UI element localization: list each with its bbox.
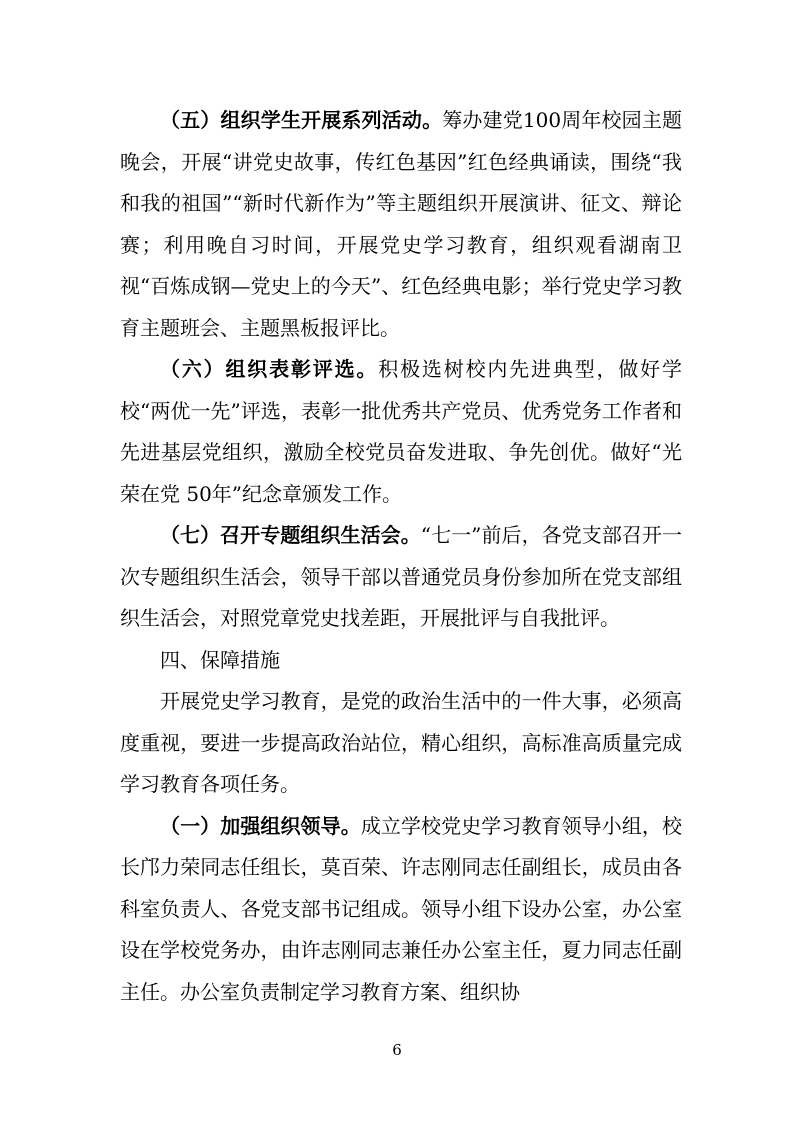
paragraph-student-activities: [120, 100, 682, 349]
section-intro-paragraph: 开展党史学习教育，是党的政治生活中的一件大事，必须高度重视，要进一步提高政治站位，精心组织，高标准高质量完成学习教育各项任务。: [120, 689, 682, 796]
paragraph-text: 成立学校党史学习教育领导小组，校长邝力荣同志任组长，莫百荣、许志刚同志任副组长，成员由各科室负责人、各党支部书记组成。领导小组下设办公室，办公室设在学校党务办，由许志刚同志兼任办公室主任，夏力同志任副主任。办公室负责制定学习教育方案、组织协: [120, 813, 683, 1004]
document-body: [120, 100, 682, 1013]
paragraph-commendation: [120, 349, 682, 515]
paragraph-text: 筹办建党100周年校园主题晚会，开展“讲党史故事，传红色基因”红色经典诵读，围绕“我和我的祖国”“新时代新作为”等主题组织开展演讲、征文、辩论赛；利用晚自习时间，开展党史学习教育，组织观看湖南卫视“百炼成钢—党史上的今天”、红色经典电影；举行党史学习教育主题班会、主题黑板报评比。: [120, 108, 682, 340]
paragraph-lead: （一）加强组织领导。: [160, 813, 361, 838]
page-number: 6: [392, 1041, 402, 1059]
paragraph-organization-meeting: [120, 515, 682, 640]
paragraph-leadership: [120, 806, 682, 1014]
paragraph-lead: （七）召开专题组织生活会。: [160, 523, 421, 547]
section-heading: 四、保障措施: [160, 647, 280, 672]
paragraph-lead: （五）组织学生开展系列活动。: [160, 108, 443, 132]
paragraph-text: “七一”前后，各党支部召开一次专题组织生活会，领导干部以普通党员身份参加所在党支部组织生活会，对照党章党史找差距，开展批评与自我批评。: [120, 523, 683, 630]
paragraph-text: 积极选树校内先进典型，做好学校“两优一先”评选，表彰一批优秀共产党员、优秀党务工作者和先进基层党组织，激励全校党员奋发进取、争先创优。做好“光荣在党 50年”纪念章颁发工作。: [120, 357, 683, 506]
paragraph-lead: （六）组织表彰评选。: [160, 357, 379, 381]
